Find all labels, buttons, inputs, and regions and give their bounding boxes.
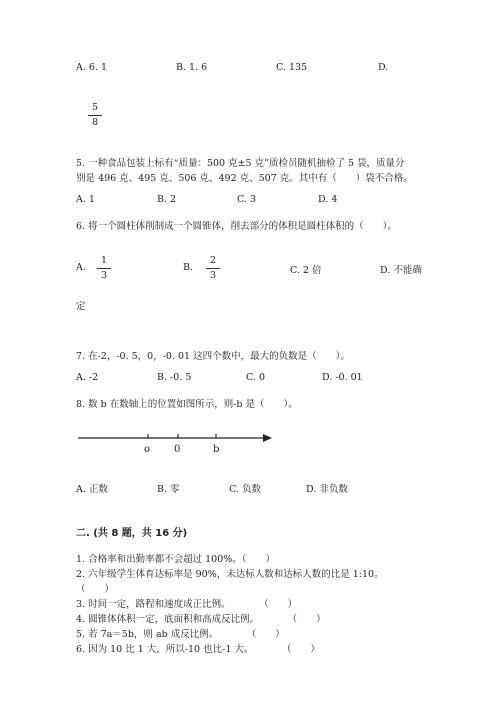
q5-option-c: C. 3 [237, 194, 257, 205]
q8-question: 8. 数 b 在数轴上的位置如图所示，则-b 是（ ）。 [76, 399, 298, 410]
q8-option-b: B. 零 [157, 484, 180, 495]
q6-option-a-label: A. [76, 262, 86, 273]
fraction-numerator: 5 [91, 102, 99, 113]
q6-option-d-continued: 定 [76, 301, 86, 312]
q8-option-d: D. 非负数 [306, 484, 348, 495]
q4-option-d-fraction [88, 103, 102, 127]
q8-option-a: A. 正数 [76, 484, 108, 495]
q4-option-a: A. 6. 1 [76, 62, 108, 73]
tf-item-3: 3. 时间一定，路程和速度成正比例。 （ ） [76, 599, 298, 610]
q6-option-d: D. 不能确 [380, 265, 422, 276]
fraction-bar [97, 268, 111, 269]
q7-option-a: A. -2 [76, 372, 99, 383]
label-zero: 0 [174, 444, 181, 455]
q6-option-b-fraction [206, 256, 220, 280]
q6-option-c: C. 2 倍 [290, 265, 322, 276]
q4-option-d: D. [378, 62, 389, 73]
tf-item-2-paren: （ ） [76, 584, 115, 595]
fraction-denominator: 3 [100, 269, 108, 281]
tf-item-4: 4. 圆锥体体积一定，底面积和高成反比例。 （ ） [76, 614, 326, 625]
label-o: o [144, 444, 151, 455]
label-b: b [213, 444, 220, 455]
tf-item-1: 1. 合格率和出勤率都不会超过 100%。（ ） [76, 554, 276, 565]
q7-question: 7. 在-2，-0. 5，0，-0. 01 这四个数中，最大的负数是（ ）。 [76, 351, 350, 362]
fraction-numerator: 1 [100, 255, 108, 266]
fraction-denominator: 8 [91, 116, 99, 128]
q7-option-c: C. 0 [246, 372, 266, 383]
q8-option-c: C. 负数 [229, 484, 261, 495]
q5-line-1: 5. 一种食品包装上标有“质量：500 克±5 克”质检员随机抽检了 5 袋，质量分 [76, 158, 405, 169]
fraction-denominator: 3 [209, 269, 217, 281]
tf-item-6: 6. 因为 10 比 1 大，所以-10 也比-1 大。 （ ） [76, 644, 320, 655]
q5-option-a: A. 1 [76, 194, 95, 205]
number-line [76, 428, 276, 456]
section-heading: 二. (共 8 题，共 16 分) [76, 528, 188, 539]
q6-option-b-label: B. [183, 262, 194, 273]
q5-line-2: 别是 496 克、495 克、506 克、492 克、507 克。其中有（ ）袋不合格。 [76, 173, 413, 184]
q5-option-b: B. 2 [157, 194, 177, 205]
q4-option-b: B. 1. 6 [176, 62, 208, 73]
tf-item-5: 5. 若 7a＝5b，则 ab 成反比例。 （ ） [76, 629, 285, 640]
q5-option-d: D. 4 [318, 194, 338, 205]
tf-item-2: 2. 六年级学生体育达标率是 90%，未达标人数和达标人数的比是 1:10。 [76, 569, 384, 580]
q7-option-d: D. -0. 01 [322, 372, 363, 383]
axis-arrow [263, 434, 272, 442]
fraction-bar [88, 115, 102, 116]
fraction-bar [206, 268, 220, 269]
q6-option-a-fraction [97, 256, 111, 280]
fraction-numerator: 2 [209, 255, 217, 266]
q6-question: 6. 将一个圆柱体削制成一个圆锥体，削去部分的体积是圆柱体积的（ ）。 [76, 221, 397, 232]
q4-option-c: C. 135 [276, 62, 308, 73]
q7-option-b: B. -0. 5 [157, 372, 192, 383]
